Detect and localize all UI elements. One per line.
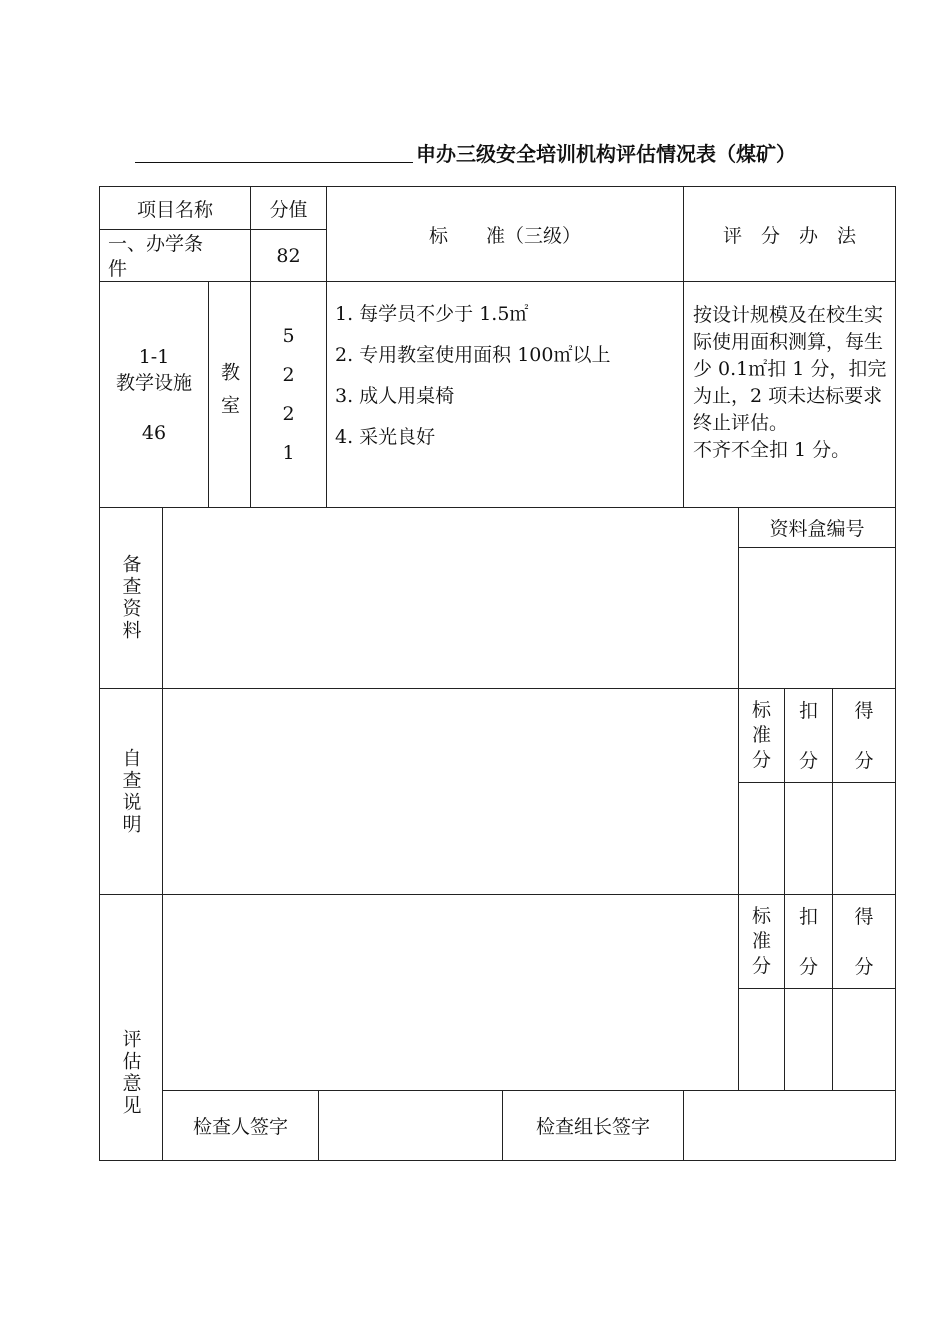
item-name: 教学设施	[115, 371, 192, 394]
self-std-score-header	[738, 688, 785, 783]
leader-label: 检查组长签字	[502, 1090, 684, 1161]
self-check-label: 自查说明	[119, 747, 142, 836]
self-deduct-value[interactable]	[784, 782, 833, 895]
self-deduct-label: 扣分	[799, 699, 819, 772]
item-cell	[99, 281, 209, 508]
box-number-label: 资料盒编号	[738, 507, 896, 548]
value-3: 2	[282, 402, 295, 425]
inspector-signature[interactable]	[318, 1090, 503, 1161]
opinion-content[interactable]	[162, 894, 739, 1091]
title-blank-line[interactable]	[135, 162, 413, 163]
opinion-got-label: 得分	[854, 905, 874, 978]
opinion-got-value[interactable]	[832, 988, 896, 1091]
header-method: 评 分 办 法	[683, 186, 896, 282]
header-score: 分值	[250, 186, 327, 230]
method-cell	[683, 281, 896, 508]
opinion-deduct-label: 扣分	[799, 905, 819, 978]
self-got-value[interactable]	[832, 782, 896, 895]
reference-label-cell	[99, 507, 163, 689]
self-got-label: 得分	[854, 699, 874, 772]
value-1: 5	[282, 324, 295, 347]
self-std-score-value[interactable]	[738, 782, 785, 895]
standard-item-4: 4. 采光良好	[335, 426, 436, 448]
self-check-content[interactable]	[162, 688, 739, 895]
reference-label: 备查资料	[119, 554, 142, 642]
item-score: 46	[141, 421, 167, 444]
document-title-area	[135, 138, 895, 168]
sub-item-cell	[208, 281, 251, 508]
opinion-deduct-value[interactable]	[784, 988, 833, 1091]
self-got-header	[832, 688, 896, 783]
method-text: 按设计规模及在校生实际使用面积测算，每生少 0.1㎡扣 1 分，扣完为止，2 项未达标要求终止评估。	[693, 304, 887, 434]
document-title: 申办三级安全培训机构评估情况表（煤矿）	[416, 142, 796, 166]
method-text-2: 不齐不全扣 1 分。	[693, 439, 851, 461]
header-category: 一、办学条件	[99, 229, 251, 282]
value-2: 2	[282, 363, 295, 386]
opinion-std-score-value[interactable]	[738, 988, 785, 1091]
opinion-got-header	[832, 894, 896, 989]
opinion-label-cell	[99, 894, 163, 1161]
reference-content[interactable]	[162, 507, 739, 689]
opinion-std-score-header	[738, 894, 785, 989]
standard-item-1: 1. 每学员不少于 1.5㎡	[335, 303, 529, 325]
opinion-std-score-label: 标准分	[752, 905, 772, 977]
header-standard: 标 准（三级）	[326, 186, 684, 282]
opinion-label: 评估意见	[119, 1028, 142, 1117]
item-code: 1-1	[138, 345, 170, 368]
header-item-name: 项目名称	[99, 186, 251, 230]
self-check-label-cell	[99, 688, 163, 895]
standards-cell	[326, 281, 684, 508]
self-deduct-header	[784, 688, 833, 783]
standard-item-2: 2. 专用教室使用面积 100㎡以上	[335, 344, 611, 366]
leader-signature[interactable]	[683, 1090, 896, 1161]
box-number-value[interactable]	[738, 547, 896, 689]
inspector-label: 检查人签字	[162, 1090, 319, 1161]
opinion-deduct-header	[784, 894, 833, 989]
self-std-score-label: 标准分	[752, 699, 772, 771]
value-4: 1	[282, 441, 295, 464]
sub-item-label: 教室	[218, 361, 240, 428]
values-cell	[250, 281, 327, 508]
standard-item-3: 3. 成人用桌椅	[335, 385, 455, 407]
header-category-score: 82	[250, 229, 327, 282]
